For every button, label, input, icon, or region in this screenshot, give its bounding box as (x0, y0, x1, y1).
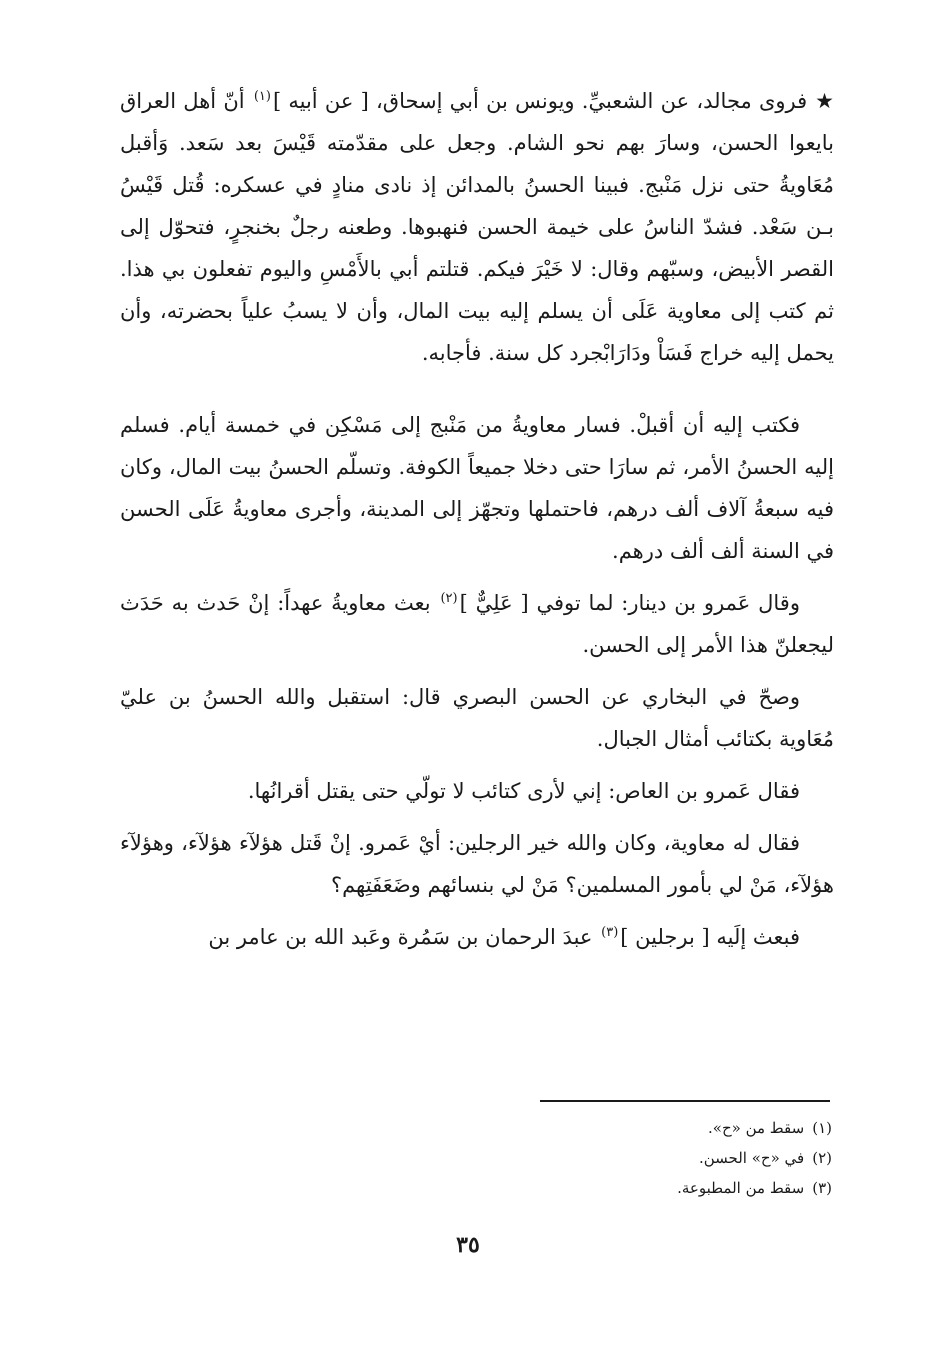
footnote-ref-1: (١) (253, 89, 271, 104)
footnote-number: (٣) (812, 1179, 832, 1197)
footnote-1 (500, 1113, 832, 1143)
footnote-separator (540, 1100, 830, 1102)
footnote-text: سقط من «ح». (708, 1119, 805, 1137)
footnotes (500, 1113, 832, 1203)
footnote-text: في «ح» الحسن. (698, 1149, 805, 1167)
paragraph-gap (120, 760, 834, 770)
paragraph-gap (120, 666, 834, 676)
paragraph-7 (120, 916, 834, 958)
footnote-ref-2: (٢) (440, 591, 458, 606)
footnote-2 (500, 1143, 832, 1173)
footnote-number: (١) (812, 1119, 832, 1137)
footnote-3 (500, 1173, 832, 1203)
paragraph-3 (120, 582, 834, 666)
paragraph-5: فقال عَمرو بن العاص: إني لأرى كتائب لا تولّي حتى يقتل أقرانُها. (247, 779, 800, 803)
footnote-ref-3: (٣) (601, 925, 619, 940)
paragraph-gap (120, 812, 834, 822)
paragraph-4: وصحّ في البخاري عن الحسن البصري قال: استقبل والله الحسنُ بن عليّ مُعَاوية بكتائب أمثال الجبال. (120, 685, 834, 751)
paragraph-gap (120, 906, 834, 916)
footnote-text: سقط من المطبوعة. (677, 1179, 805, 1197)
paragraph-1 (120, 80, 834, 374)
paragraph-3-text-b: بعث معاويةُ عهداً: إنْ حَدث به حَدَث ليجعلنّ هذا الأمر إلى الحسن. (120, 591, 834, 657)
paragraph-1-text-a: فروى مجالد، عن الشعبيِّ. ويونس بن أبي إسحاق، [ عن أبيه ] (272, 89, 808, 113)
page-number: ٣٥ (456, 1232, 480, 1258)
paragraph-1-text-b: أنّ أهل العراق بايعوا الحسن، وسارَ بهم نحو الشام. وجعل على مقدّمته قَيْسَ بعد سَعد. وَأقبل مُعَاويةُ حتى نزل مَنْبج. فبينا الحسنُ بالمدائن إذ نادى منادٍ في عسكره: قُتل قَيْسُ بـن سَعْد. فشدّ الناسُ على خيمة الحسن فنهبوها. وطعنه رجلٌ بخنجرٍ، فتحوّل إلى القصر الأبيض، وسبّهم وقال: لا خَيْرَ فيكم. قتلتم أبي بالأَمْسِ واليوم تفعلون بي هذا. ثم كتب إلى معاوية عَلَى أن يسلم إليه بيت المال، وأن لا يسبُ علياً بحضرته، وأن يحمل إليه خراج فَسَاْ ودَارَابْجرد كل سنة. فأجابه. (120, 89, 834, 365)
footnote-number: (٢) (812, 1149, 832, 1167)
paragraph-7-text-b: عبدَ الرحمان بن سَمُرة وعَبد الله بن عامر بن (208, 925, 600, 949)
paragraph-3-text-a: وقال عَمرو بن دينار: لما توفي [ عَلِيٌّ ] (459, 591, 800, 615)
paragraph-6: فقال له معاوية، وكان والله خير الرجلين: أيْ عَمرو. إنْ قَتل هؤلآء هؤلآء، وهؤلآء هؤلآء، مَنْ لي بأمور المسلمين؟ مَنْ لي بنسائهم وضَعَفَتِهم؟ (120, 831, 834, 897)
paragraph-2: فكتب إليه أن أقبلْ. فسار معاويةُ من مَنْبج إلى مَسْكِن في خمسة أيام. فسلم إليه الحسنُ الأمر، ثم سارَا حتى دخلا جميعاً الكوفة. وتسلّم الحسنُ بيت المال، وكان فيه سبعةُ آلاف ألف درهم، فاحتملها وتجهّز إلى المدينة، وأجرى معاويةُ عَلَى الحسن في السنة ألف ألف درهم. (120, 413, 834, 563)
paragraph-gap (120, 374, 834, 404)
paragraph-gap (120, 572, 834, 582)
main-text (120, 80, 834, 958)
paragraph-7-text-a: فبعث إلَيه [ برجلين ] (620, 925, 800, 949)
star-marker-icon: ★ (815, 89, 834, 113)
